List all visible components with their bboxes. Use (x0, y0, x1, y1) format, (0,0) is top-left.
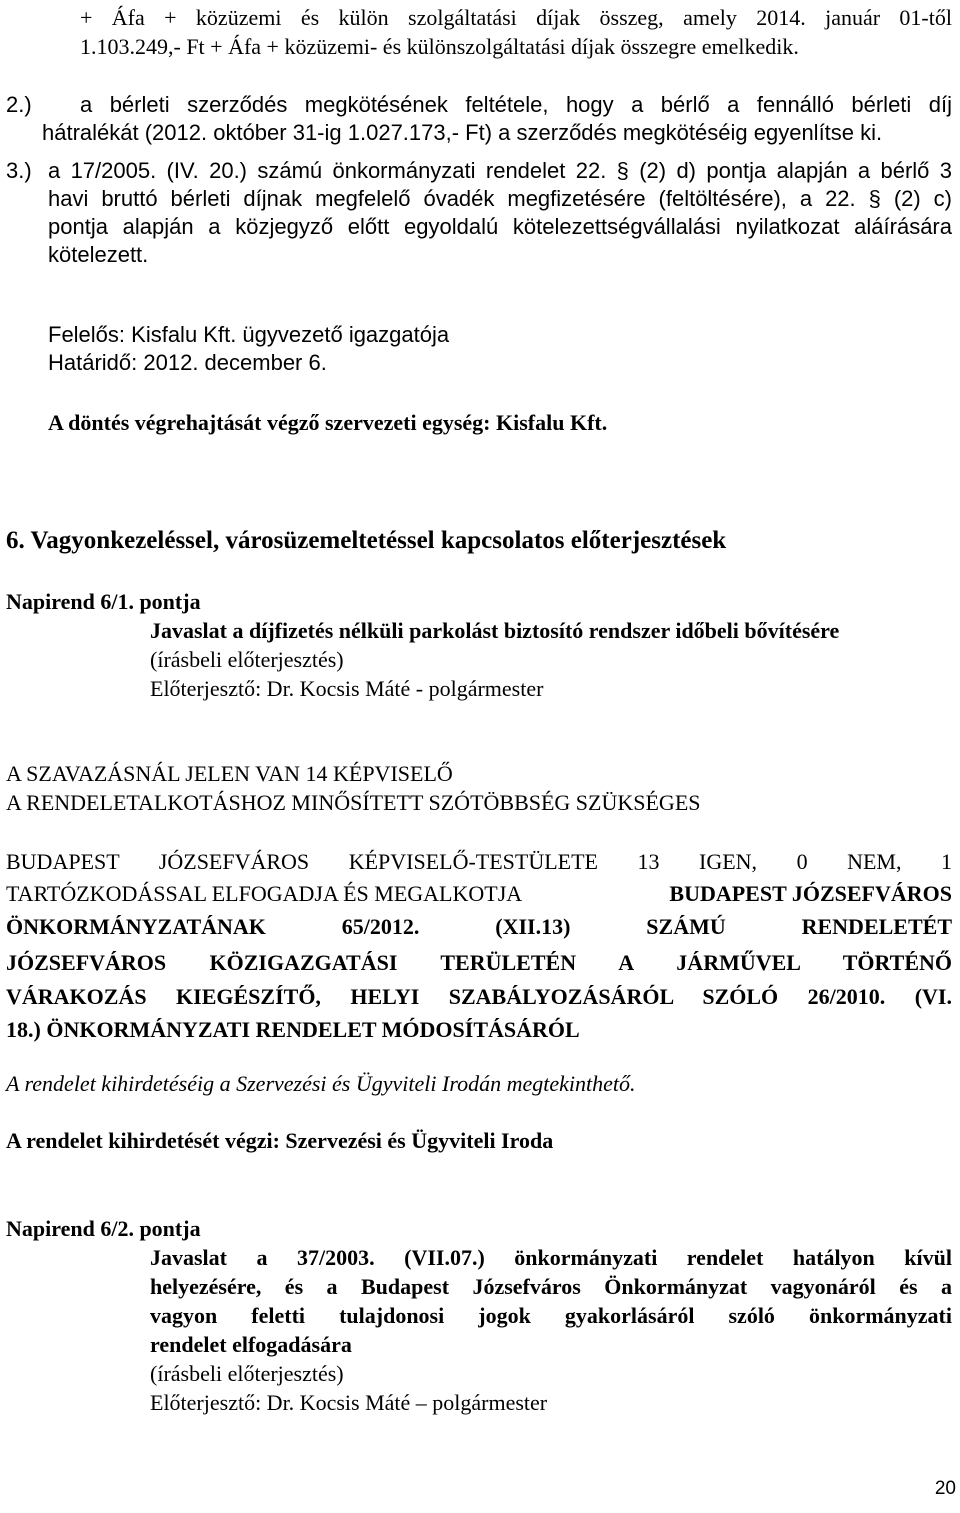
vote-result-line-2 (6, 880, 952, 908)
vote-majority: A RENDELETALKOTÁSHOZ MINŐSÍTETT SZÓTÖBBSÉG SZÜKSÉGES (6, 790, 701, 815)
item-2-line-1: a bérleti szerződés megkötésének feltétele, hogy a bérlő a fennálló bérleti díj (80, 92, 952, 117)
agenda-6-1-title: Javaslat a díjfizetés nélküli parkolást biztosító rendszer időbeli bővítésére (150, 618, 840, 643)
agenda-6-2-title-line-3: vagyon feletti tulajdonosi jogok gyakorlásáról szóló önkormányzati (150, 1303, 952, 1328)
item-3-number: 3.) (6, 158, 32, 183)
agenda-6-2-label: Napirend 6/2. pontja (6, 1216, 201, 1241)
item-2-line-2: hátralékát (2012. október 31-ig 1.027.173,- Ft) a szerződés megkötéséig egyenlítse ki. (42, 120, 883, 145)
item-3-line-4: kötelezett. (48, 242, 149, 267)
agenda-6-2-presenter: Előterjesztő: Dr. Kocsis Máté – polgármester (150, 1390, 548, 1415)
agenda-6-2-title-line-2: helyezésére, és a Budapest Józsefváros Önkormányzat vagyonáról és a (150, 1274, 952, 1299)
item-3-line-2: havi bruttó bérleti díjnak megfelelő óvadék megfizetésére (feltöltésére), a 22. § (2) c) (48, 186, 952, 211)
vote-present: A SZAVAZÁSNÁL JELEN VAN 14 KÉPVISELŐ (6, 761, 453, 786)
continuation-line-2: 1.103.249,- Ft + Áfa + közüzemi- és különszolgáltatási díjak összegre emelkedik. (80, 34, 799, 59)
vote-result-line-4: JÓZSEFVÁROS KÖZIGAZGATÁSI TERÜLETÉN A JÁRMŰVEL TÖRTÉNŐ (6, 950, 952, 975)
item-2-number: 2.) (6, 92, 32, 117)
deadline-line: Határidő: 2012. december 6. (48, 350, 327, 375)
vote-result-line-5: VÁRAKOZÁS KIEGÉSZÍTŐ, HELYI SZABÁLYOZÁSÁRÓL SZÓLÓ 26/2010. (VI. (6, 984, 952, 1009)
agenda-6-1-written: (írásbeli előterjesztés) (150, 647, 344, 672)
execution-unit: A döntés végrehajtását végző szervezeti egység: Kisfalu Kft. (48, 410, 608, 435)
vote-result-line-2-bold: BUDAPEST JÓZSEFVÁROS (669, 881, 952, 906)
item-3-line-1: a 17/2005. (IV. 20.) számú önkormányzati rendelet 22. § (2) d) pontja alapján a bérlő 3 (48, 158, 952, 183)
vote-result-line-3: ÖNKORMÁNYZATÁNAK 65/2012. (XII.13) SZÁMÚ RENDELETÉT (6, 914, 952, 939)
publication-by: A rendelet kihirdetését végzi: Szervezési és Ügyviteli Iroda (6, 1128, 554, 1153)
agenda-6-2-title-line-1: Javaslat a 37/2003. (VII.07.) önkormányzati rendelet hatályon kívül (150, 1245, 952, 1270)
agenda-6-2-title-line-4: rendelet elfogadására (150, 1332, 352, 1357)
vote-result-line-6: 18.) ÖNKORMÁNYZATI RENDELET MÓDOSÍTÁSÁRÓL (6, 1017, 580, 1042)
agenda-6-2-written: (írásbeli előterjesztés) (150, 1361, 344, 1386)
publication-view-note: A rendelet kihirdetéséig a Szervezési és Ügyviteli Irodán megtekinthető. (6, 1071, 636, 1096)
item-3-line-3: pontja alapján a közjegyző előtt egyoldalú kötelezettségvállalási nyilatkozat aláírására (48, 214, 952, 239)
vote-result-line-1: BUDAPEST JÓZSEFVÁROS KÉPVISELŐ-TESTÜLETE 13 IGEN, 0 NEM, 1 (6, 849, 952, 874)
page-number: 20 (934, 1478, 956, 1499)
section-6-heading: 6. Vagyonkezeléssel, városüzemeltetéssel kapcsolatos előterjesztések (6, 527, 727, 554)
continuation-line-1: + Áfa + közüzemi és külön szolgáltatási díjak összeg, amely 2014. január 01-től (80, 5, 952, 30)
responsible-line: Felelős: Kisfalu Kft. ügyvezető igazgatója (48, 322, 450, 347)
agenda-6-1-label: Napirend 6/1. pontja (6, 589, 201, 614)
vote-result-line-2-plain: TARTÓZKODÁSSAL ELFOGADJA ÉS MEGALKOTJA (6, 881, 523, 906)
agenda-6-1-presenter: Előterjesztő: Dr. Kocsis Máté - polgármester (150, 676, 544, 701)
